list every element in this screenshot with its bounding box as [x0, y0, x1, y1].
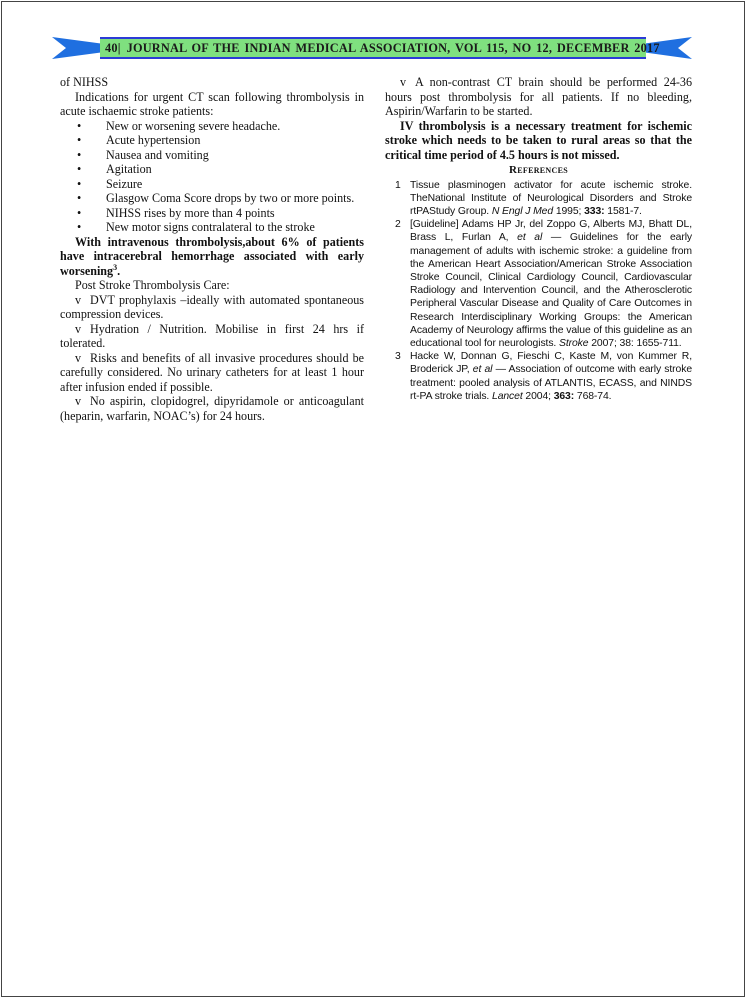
list-item: [60, 133, 364, 148]
reference-year: 2004;: [522, 390, 554, 402]
care-item: [60, 394, 364, 423]
bullet-mark: •: [77, 162, 82, 176]
ct-followup-item: [385, 75, 692, 119]
reference-item: [385, 350, 692, 403]
v-mark: v: [75, 321, 82, 336]
nihss-line: of NIHSS: [60, 75, 109, 89]
care-item-text: Hydration / Nutrition. Mobilise in first 24 hrs if tolerated.: [60, 321, 364, 350]
ct-indications-list: [60, 119, 364, 235]
reference-etal: et al: [517, 232, 543, 244]
bullet-mark: •: [77, 118, 82, 133]
bullet-mark: •: [77, 205, 82, 220]
bullet-mark: •: [77, 176, 82, 191]
bullet-mark: •: [77, 133, 82, 147]
reference-journal: Lancet: [492, 390, 523, 402]
list-item: [60, 148, 364, 163]
reference-pages: 1581-7.: [604, 205, 642, 217]
reference-volume: 363:: [553, 390, 575, 402]
references-list: [385, 179, 692, 403]
reference-etal: et al: [472, 364, 493, 376]
reference-number: 2: [395, 219, 401, 231]
list-item: [60, 191, 364, 206]
bullet-mark: •: [77, 147, 82, 162]
list-item-text: Acute hypertension: [106, 133, 201, 147]
care-item-text: Risks and benefits of all invasive procedures should be carefully considered. No urinary catheters for at least 1 hour after infusion ended if possible.: [60, 350, 364, 394]
page-number: 40|: [105, 40, 121, 55]
list-item: [60, 206, 364, 221]
bullet-mark: •: [77, 191, 82, 205]
reference-year: 1995;: [553, 205, 585, 217]
list-item-text: New or worsening severe headache.: [106, 118, 281, 133]
reference-text-continued: — Association of outcome with early stroke treatment: pooled analysis of ATLANTIS, ECASS, and NINDS rt-PA stroke trials.: [410, 364, 692, 402]
reference-text: [Guideline] Adams HP Jr, del Zoppo G, Alberts MJ, Bhatt DL, Brass L, Furlan A,: [410, 219, 692, 244]
care-heading: Post Stroke Thrombolysis Care:: [75, 278, 230, 292]
ct-indications-intro: Indications for urgent CT scan following thrombolysis in acute ischaemic stroke patients:: [60, 89, 364, 118]
list-item-text: New motor signs contralateral to the stroke: [106, 220, 315, 234]
v-mark: v: [400, 75, 407, 89]
bullet-mark: •: [77, 220, 82, 234]
list-item-text: Agitation: [106, 162, 152, 176]
reference-text: Tissue plasminogen activator for acute ischemic stroke. TheNational Institute of Neurological Disorders and Stroke rtPAStudy Group.: [410, 179, 692, 217]
list-item-text: Seizure: [106, 176, 143, 191]
reference-pages: 768-74.: [574, 390, 612, 402]
header-bar: [100, 37, 660, 59]
reference-number: 3: [395, 351, 401, 363]
references-heading: References: [509, 164, 568, 176]
reference-journal: N Engl J Med: [491, 205, 554, 217]
ct-followup-text: A non-contrast CT brain should be performed 24-36 hours post thrombolysis for all patients. If no bleeding, Aspirin/Warfarin to be started.: [385, 75, 692, 118]
care-item: [60, 322, 364, 351]
reference-journal: Stroke: [559, 337, 589, 349]
list-item: [60, 162, 364, 177]
list-item-text: Glasgow Coma Score drops by two or more points.: [106, 191, 355, 205]
reference-text: Hacke W, Donnan G, Fieschi C, Kaste M, von Kummer R, Broderick JP,: [410, 351, 692, 376]
conclusion-statement: IV thrombolysis is a necessary treatment for ischemic stroke which needs to be taken to rural areas so that the critical time period of 4.5 hours is not missed.: [385, 118, 692, 162]
right-column: [385, 75, 692, 403]
care-item: [60, 293, 364, 322]
list-item-text: NIHSS rises by more than 4 points: [106, 205, 275, 220]
journal-title: JOURNAL OF THE INDIAN MEDICAL ASSOCIATION, VOL 115, NO 12, DECEMBER 2017: [126, 40, 660, 55]
journal-header-banner: [52, 35, 692, 61]
reference-tail: 2007; 38: 1655-711.: [588, 337, 682, 349]
care-item: [60, 351, 364, 395]
left-column: [60, 75, 364, 423]
citation-superscript: 3: [113, 262, 118, 272]
hemorrhage-statement-text: With intravenous thrombolysis,about 6% of patients have intracerebral hemorrhage associated with early worsening: [60, 234, 364, 278]
hemorrhage-statement: [60, 235, 364, 279]
care-item-text: DVT prophylaxis –ideally with automated spontaneous compression devices.: [60, 292, 364, 321]
list-item: [60, 177, 364, 192]
reference-item: [385, 179, 692, 219]
v-mark: v: [75, 350, 82, 365]
list-item-text: Nausea and vomiting: [106, 147, 209, 162]
reference-text-continued: — Guidelines for the early management of adults with ischemic stroke: a guideline from the American Heart Association/American Stroke Association Stroke Council, Clinical Cardiology Council, Cardiovascular Radiology and Intervention Council, and the Atherosclerotic Peripheral Vascular Disease and Quality of Care Outcomes in Research Interdisciplinary Working Groups: the American Academy of Neurology affirms the value of this guideline as an educational tool for neurologists.: [410, 232, 692, 349]
reference-item: [385, 218, 692, 350]
v-mark: v: [75, 292, 82, 307]
list-item: [60, 119, 364, 134]
v-mark: v: [75, 394, 82, 408]
reference-volume: 333:: [584, 205, 605, 217]
statement-end: .: [117, 263, 121, 278]
care-item-text: No aspirin, clopidogrel, dipyridamole or anticoagulant (heparin, warfarin, NOAC’s) for 24 hours.: [60, 394, 364, 423]
list-item: [60, 220, 364, 235]
reference-number: 1: [395, 179, 401, 191]
